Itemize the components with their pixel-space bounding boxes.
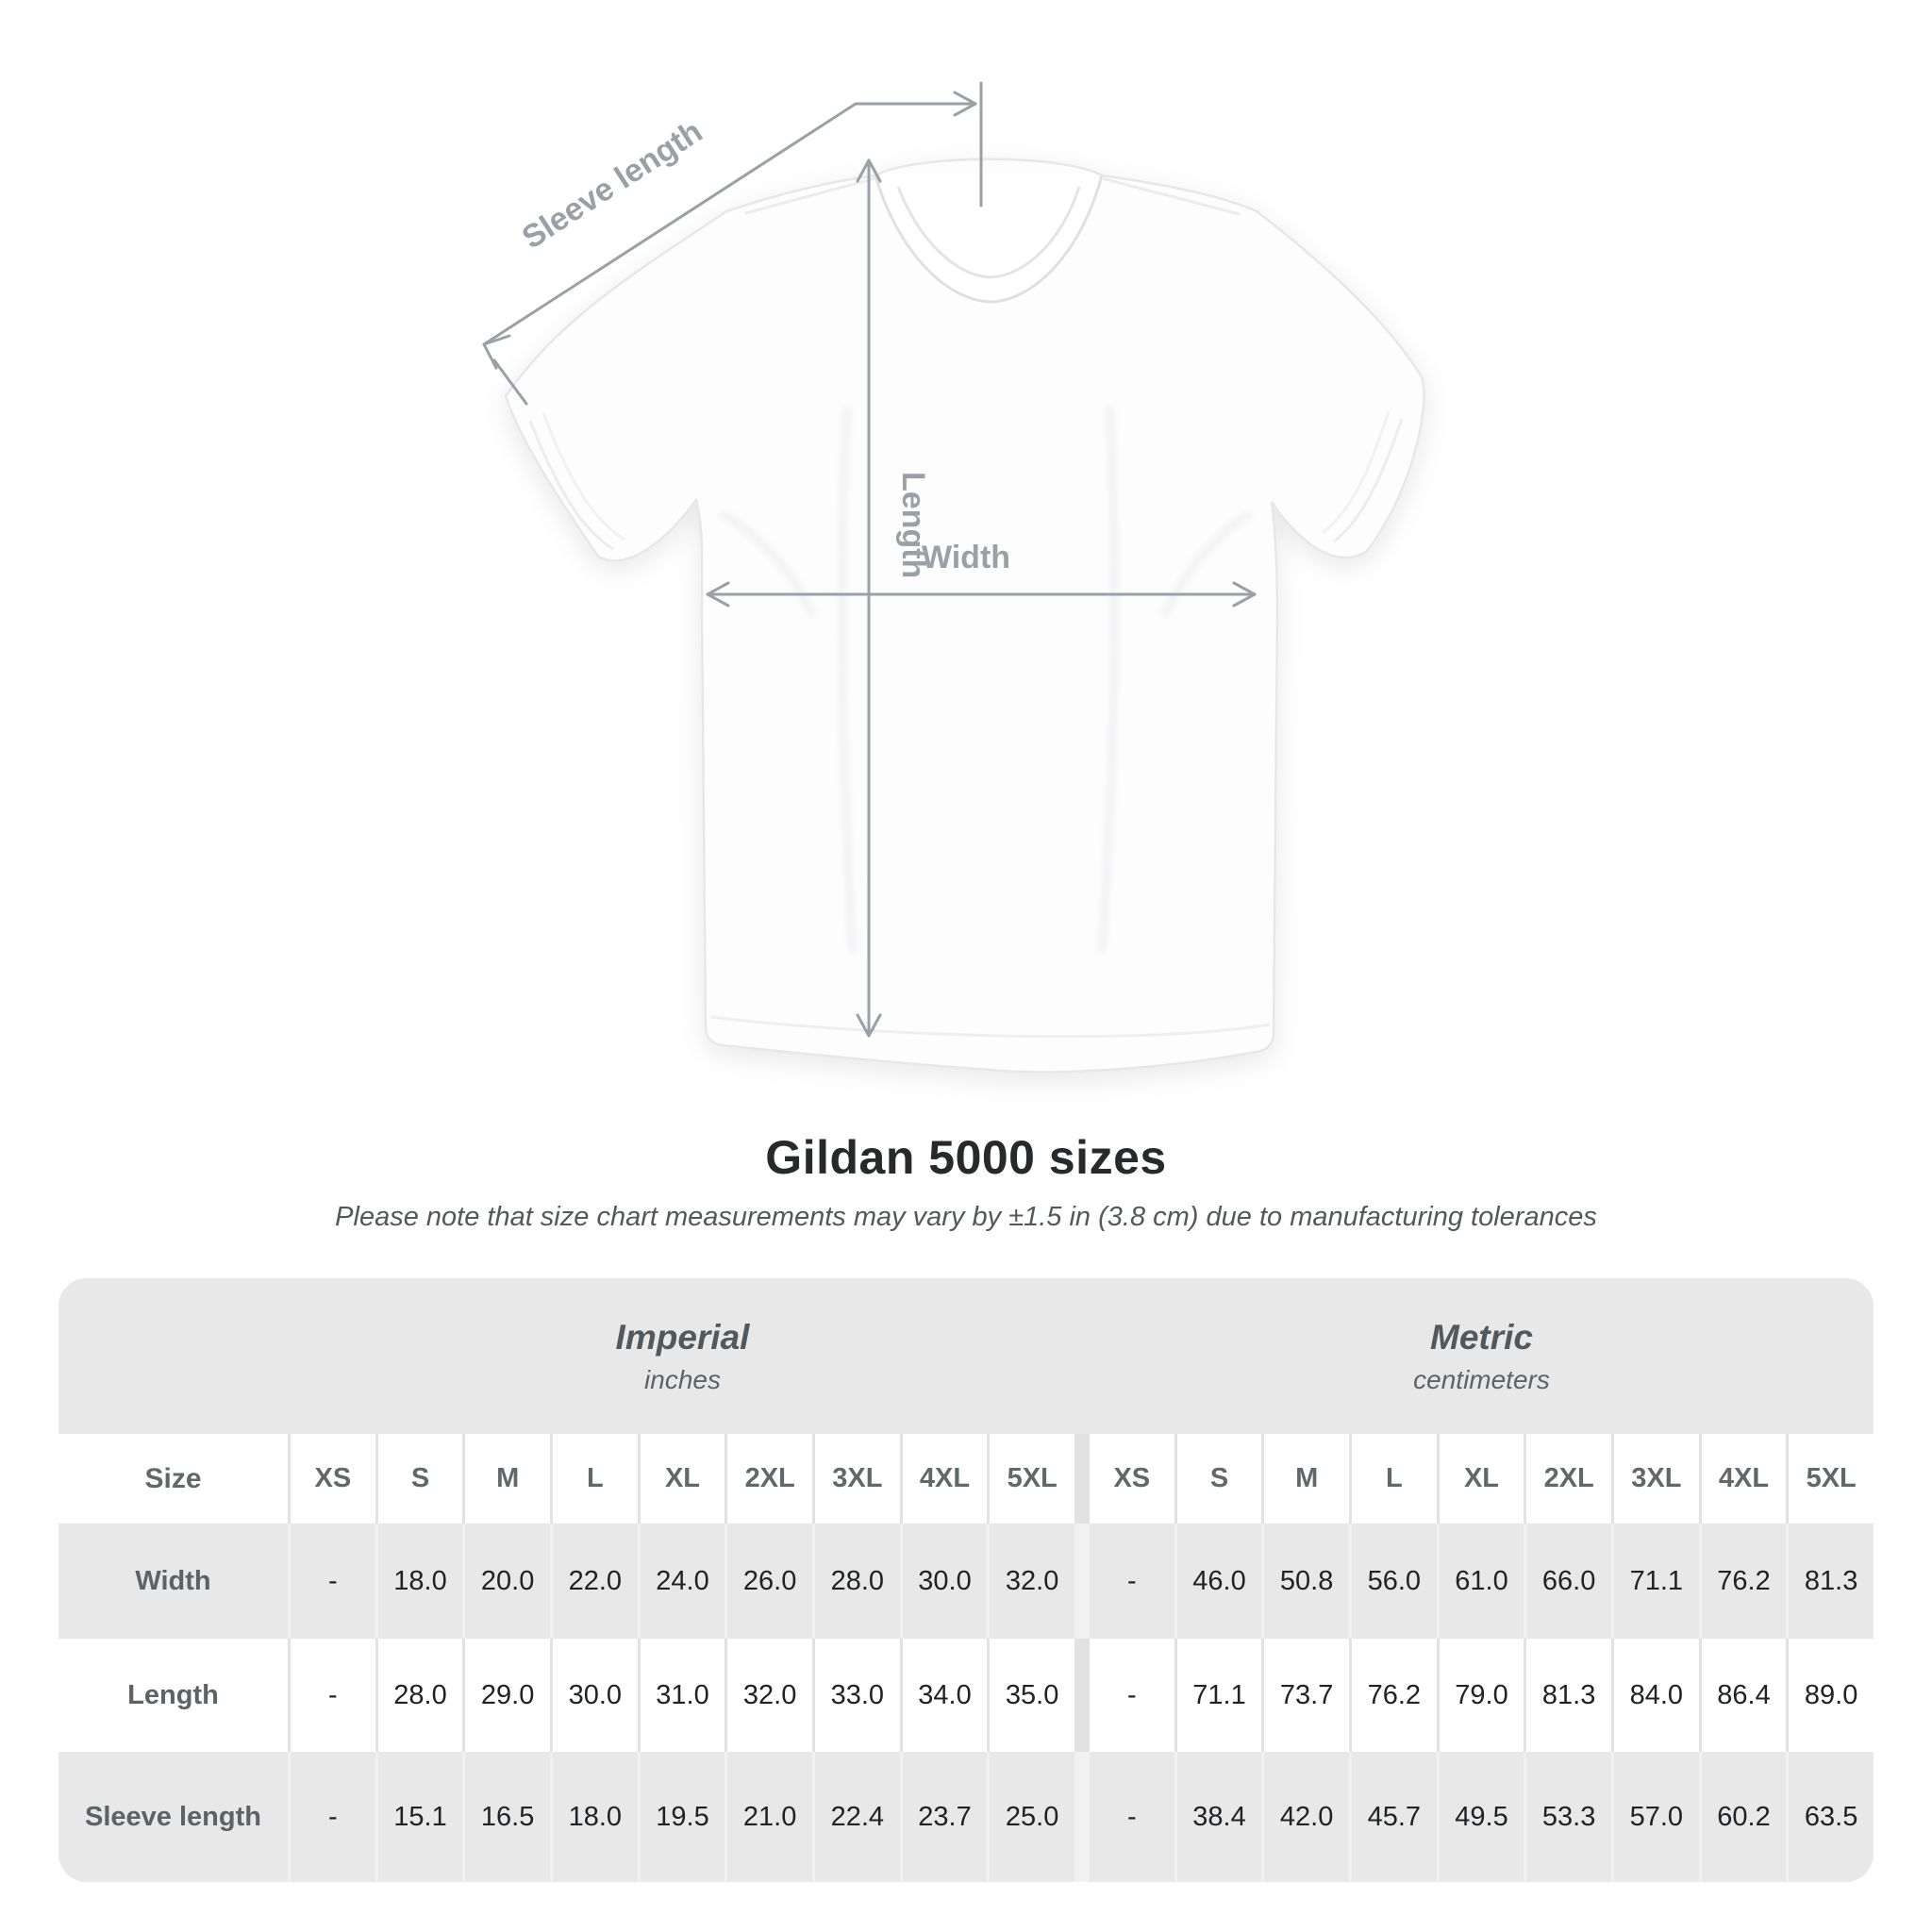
value-cell: 89.0	[1789, 1639, 1874, 1752]
sleeve-length-label: Sleeve length	[515, 113, 709, 257]
col-head-metric-s: S	[1177, 1434, 1262, 1524]
col-head-imperial-3xl: 3XL	[815, 1434, 900, 1524]
value-cell: 42.0	[1264, 1752, 1349, 1882]
col-head-metric-xs: XS	[1090, 1434, 1174, 1524]
value-cell: 86.4	[1702, 1639, 1787, 1752]
value-cell: 28.0	[378, 1639, 463, 1752]
value-cell: 57.0	[1614, 1752, 1699, 1882]
value-cell: 33.0	[815, 1639, 900, 1752]
value-cell: 15.1	[378, 1752, 463, 1882]
value-cell: 56.0	[1352, 1524, 1437, 1639]
width-label: Width	[921, 540, 1011, 575]
page-title: Gildan 5000 sizes	[765, 1131, 1167, 1184]
value-cell: 21.0	[727, 1752, 812, 1882]
group-divider	[1077, 1434, 1087, 1524]
row-label-width: Width	[58, 1524, 288, 1639]
value-cell: 32.0	[990, 1524, 1074, 1639]
value-cell: 20.0	[465, 1524, 550, 1639]
imperial-unit: inches	[644, 1364, 721, 1394]
col-head-imperial-2xl: 2XL	[727, 1434, 812, 1524]
col-head-metric-4xl: 4XL	[1702, 1434, 1787, 1524]
value-cell: -	[1090, 1639, 1174, 1752]
col-head-imperial-s: S	[378, 1434, 463, 1524]
value-cell: 38.4	[1177, 1752, 1262, 1882]
value-cell: 79.0	[1440, 1639, 1524, 1752]
value-cell: 30.0	[903, 1524, 988, 1639]
col-head-metric-m: M	[1264, 1434, 1349, 1524]
value-cell: 81.3	[1526, 1639, 1611, 1752]
value-cell: 22.4	[815, 1752, 900, 1882]
value-cell: 31.0	[641, 1639, 725, 1752]
value-cell: 84.0	[1614, 1639, 1699, 1752]
col-head-metric-3xl: 3XL	[1614, 1434, 1699, 1524]
value-cell: 18.0	[378, 1524, 463, 1639]
value-cell: 24.0	[641, 1524, 725, 1639]
value-cell: -	[1090, 1752, 1174, 1882]
value-cell: 71.1	[1177, 1639, 1262, 1752]
col-head-imperial-m: M	[465, 1434, 550, 1524]
metric-unit: centimeters	[1413, 1364, 1550, 1394]
value-cell: 73.7	[1264, 1639, 1349, 1752]
value-cell: 66.0	[1526, 1524, 1611, 1639]
table-row-length	[58, 1639, 1874, 1752]
group-divider	[1077, 1524, 1087, 1639]
value-cell: 28.0	[815, 1524, 900, 1639]
value-cell: 50.8	[1264, 1524, 1349, 1639]
col-head-imperial-5xl: 5XL	[990, 1434, 1074, 1524]
value-cell: 60.2	[1702, 1752, 1787, 1882]
value-cell: 34.0	[903, 1639, 988, 1752]
value-cell: 53.3	[1526, 1752, 1611, 1882]
value-cell: 71.1	[1614, 1524, 1699, 1639]
value-cell: 45.7	[1352, 1752, 1437, 1882]
metric-label: Metric	[1430, 1317, 1533, 1357]
row-label-length: Length	[58, 1639, 288, 1752]
value-cell: 61.0	[1440, 1524, 1524, 1639]
value-cell: 32.0	[727, 1639, 812, 1752]
value-cell: 76.2	[1702, 1524, 1787, 1639]
size-corner-cell: Size	[58, 1434, 288, 1524]
tolerance-note: Please note that size chart measurements may vary by ±1.5 in (3.8 cm) due to manufacturing tolerances	[335, 1202, 1597, 1232]
unit-group-band	[58, 1278, 1874, 1434]
table-row-width	[58, 1524, 1874, 1639]
col-head-imperial-l: L	[553, 1434, 638, 1524]
value-cell: 76.2	[1352, 1639, 1437, 1752]
col-head-metric-l: L	[1352, 1434, 1437, 1524]
value-cell: 63.5	[1789, 1752, 1874, 1882]
value-cell: -	[291, 1752, 375, 1882]
tshirt-illustration	[506, 159, 1424, 1073]
imperial-label: Imperial	[615, 1317, 750, 1357]
col-head-metric-2xl: 2XL	[1526, 1434, 1611, 1524]
value-cell: 22.0	[553, 1524, 638, 1639]
value-cell: 26.0	[727, 1524, 812, 1639]
group-divider	[1077, 1752, 1087, 1882]
value-cell: -	[1090, 1524, 1174, 1639]
metric-group-header	[1090, 1278, 1874, 1434]
value-cell: 23.7	[903, 1752, 988, 1882]
value-cell: -	[291, 1639, 375, 1752]
value-cell: 49.5	[1440, 1752, 1524, 1882]
row-label-sleeve-length: Sleeve length	[58, 1752, 288, 1882]
value-cell: 18.0	[553, 1752, 638, 1882]
value-cell: 81.3	[1789, 1524, 1874, 1639]
length-label: Length	[895, 472, 931, 579]
col-head-metric-xl: XL	[1440, 1434, 1524, 1524]
value-cell: 30.0	[553, 1639, 638, 1752]
col-head-imperial-xs: XS	[291, 1434, 375, 1524]
value-cell: 46.0	[1177, 1524, 1262, 1639]
value-cell: -	[291, 1524, 375, 1639]
value-cell: 35.0	[990, 1639, 1074, 1752]
col-head-metric-5xl: 5XL	[1789, 1434, 1874, 1524]
value-cell: 19.5	[641, 1752, 725, 1882]
group-divider	[1077, 1639, 1087, 1752]
value-cell: 29.0	[465, 1639, 550, 1752]
imperial-group-header	[291, 1278, 1074, 1434]
table-row-sleeve-length	[58, 1752, 1874, 1882]
size-header-row	[58, 1434, 1874, 1524]
value-cell: 25.0	[990, 1752, 1074, 1882]
value-cell: 16.5	[465, 1752, 550, 1882]
col-head-imperial-xl: XL	[641, 1434, 725, 1524]
size-table	[58, 1278, 1874, 1882]
col-head-imperial-4xl: 4XL	[903, 1434, 988, 1524]
